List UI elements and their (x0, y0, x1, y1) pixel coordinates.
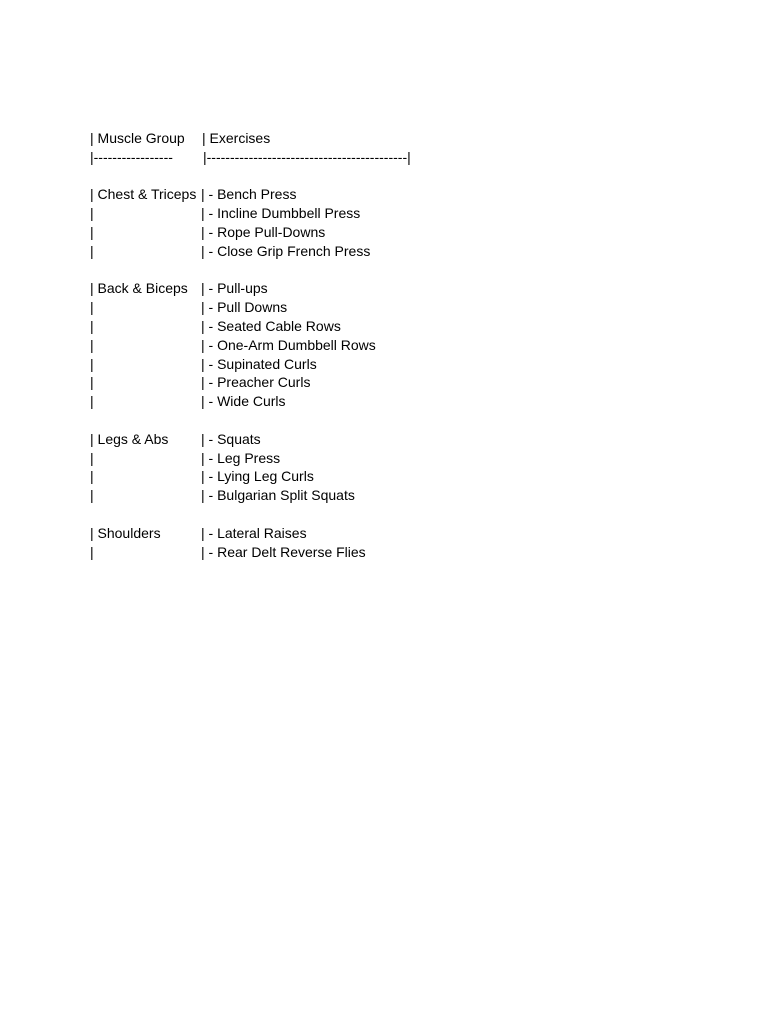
muscle-group-name: | Legs & Abs (90, 430, 169, 447)
exercise-item: | - Bulgarian Split Squats (201, 487, 355, 504)
muscle-group-name: | Shoulders (90, 524, 161, 541)
table-row (90, 430, 690, 449)
exercise-item: | - Rear Delt Reverse Flies (201, 543, 366, 560)
exercise-item: | - Squats (201, 430, 261, 447)
blank-line (90, 411, 690, 430)
exercise-item: | - Pull Downs (201, 299, 288, 316)
row-bar: | (90, 393, 94, 410)
row-bar: | (90, 355, 94, 372)
document-page (90, 129, 690, 561)
row-bar: | (90, 449, 94, 466)
row-bar: | (90, 336, 94, 353)
table-row (90, 543, 690, 562)
blank-line (90, 167, 690, 186)
exercise-item: | - Lying Leg Curls (201, 468, 314, 485)
row-bar: | (90, 299, 94, 316)
header-muscle-group: | Muscle Group (90, 130, 185, 146)
muscle-group-block (90, 430, 690, 505)
table-row (90, 279, 690, 298)
table-row (90, 486, 690, 505)
exercise-item: | - Lateral Raises (201, 524, 307, 541)
blank-line (90, 505, 690, 524)
table-row (90, 392, 690, 411)
exercise-item: | - Rope Pull-Downs (201, 223, 326, 240)
workout-groups (90, 167, 690, 562)
table-row (90, 223, 690, 242)
exercise-item: | - Incline Dumbbell Press (201, 205, 361, 222)
row-bar: | (90, 487, 94, 504)
table-row (90, 524, 690, 543)
muscle-group-name: | Chest & Triceps (90, 186, 197, 203)
exercise-item: | - One-Arm Dumbbell Rows (201, 336, 376, 353)
row-bar: | (90, 242, 94, 259)
table-row (90, 298, 690, 317)
row-bar: | (90, 317, 94, 334)
table-row (90, 185, 690, 204)
row-bar: | (90, 543, 94, 560)
exercise-item: | - Bench Press (201, 186, 297, 203)
exercise-item: | - Wide Curls (201, 393, 286, 410)
exercise-item: | - Leg Press (201, 449, 281, 466)
exercise-item: | - Preacher Curls (201, 374, 311, 391)
row-bar: | (90, 205, 94, 222)
exercise-item: | - Supinated Curls (201, 355, 317, 372)
table-header-row (90, 129, 690, 148)
row-bar: | (90, 468, 94, 485)
row-bar: | (90, 374, 94, 391)
header-exercises: | Exercises (202, 130, 271, 146)
table-row (90, 204, 690, 223)
table-row (90, 467, 690, 486)
row-bar: | (90, 223, 94, 240)
table-row (90, 449, 690, 468)
separator-col2: |-------------------------------------------| (203, 148, 411, 165)
table-row (90, 242, 690, 261)
table-separator-row (90, 148, 690, 167)
muscle-group-block (90, 185, 690, 260)
exercise-item: | - Close Grip French Press (201, 242, 371, 259)
muscle-group-name: | Back & Biceps (90, 280, 188, 297)
table-row (90, 373, 690, 392)
exercise-item: | - Pull-ups (201, 280, 268, 297)
table-row (90, 355, 690, 374)
exercise-item: | - Seated Cable Rows (201, 317, 341, 334)
table-row (90, 317, 690, 336)
separator-col1: |----------------- (90, 148, 173, 165)
blank-line (90, 261, 690, 280)
muscle-group-block (90, 279, 690, 411)
table-row (90, 336, 690, 355)
muscle-group-block (90, 524, 690, 562)
